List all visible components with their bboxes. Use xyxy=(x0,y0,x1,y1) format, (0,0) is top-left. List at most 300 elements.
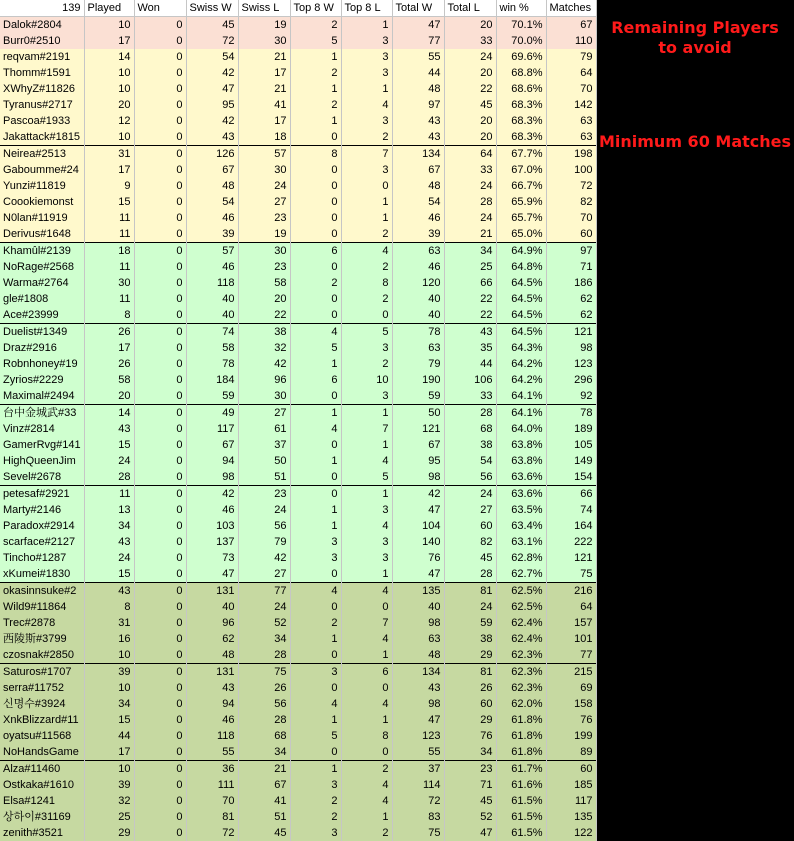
stat-cell[interactable]: 26 xyxy=(444,680,496,696)
stat-cell[interactable]: 7 xyxy=(341,146,392,163)
stat-cell[interactable]: 1 xyxy=(341,81,392,97)
col-header-name[interactable]: 139 xyxy=(0,0,84,17)
stat-cell[interactable]: 78 xyxy=(186,356,238,372)
stat-cell[interactable]: 26 xyxy=(238,680,290,696)
stat-cell[interactable]: 81 xyxy=(186,809,238,825)
stat-cell[interactable]: 17 xyxy=(84,744,134,761)
stat-cell[interactable]: 0 xyxy=(290,566,341,583)
stat-cell[interactable]: 62.3% xyxy=(496,680,546,696)
stat-cell[interactable]: 1 xyxy=(290,502,341,518)
stat-cell[interactable]: 42 xyxy=(392,486,444,503)
stat-cell[interactable]: 0 xyxy=(134,356,186,372)
stat-cell[interactable]: 24 xyxy=(238,599,290,615)
stat-cell[interactable]: 63.5% xyxy=(496,502,546,518)
stat-cell[interactable]: 0 xyxy=(134,615,186,631)
stat-cell[interactable]: 23 xyxy=(238,259,290,275)
stat-cell[interactable]: 0 xyxy=(134,65,186,81)
stat-cell[interactable]: 64.3% xyxy=(496,340,546,356)
col-header-played[interactable]: Played xyxy=(84,0,134,17)
stat-cell[interactable]: 71 xyxy=(444,777,496,793)
stat-cell[interactable]: 0 xyxy=(134,17,186,34)
stat-cell[interactable]: 61.5% xyxy=(496,809,546,825)
stat-cell[interactable]: 62.8% xyxy=(496,550,546,566)
stat-cell[interactable]: 82 xyxy=(546,194,596,210)
stat-cell[interactable]: 14 xyxy=(84,405,134,422)
stat-cell[interactable]: 0 xyxy=(134,712,186,728)
stat-cell[interactable]: 0 xyxy=(341,599,392,615)
stat-cell[interactable]: 15 xyxy=(84,712,134,728)
stat-cell[interactable]: 42 xyxy=(186,113,238,129)
stat-cell[interactable]: 79 xyxy=(546,49,596,65)
player-name-cell[interactable]: NoHandsGame xyxy=(0,744,84,761)
stat-cell[interactable]: 26 xyxy=(84,356,134,372)
stat-cell[interactable]: 67 xyxy=(186,437,238,453)
stat-cell[interactable]: 0 xyxy=(341,178,392,194)
stat-cell[interactable]: 3 xyxy=(341,534,392,550)
stat-cell[interactable]: 63 xyxy=(546,129,596,146)
stat-cell[interactable]: 0 xyxy=(134,680,186,696)
stat-cell[interactable]: 67 xyxy=(392,437,444,453)
stat-cell[interactable]: 3 xyxy=(341,49,392,65)
stat-cell[interactable]: 68.6% xyxy=(496,81,546,97)
stat-cell[interactable]: 10 xyxy=(84,17,134,34)
stat-cell[interactable]: 0 xyxy=(134,372,186,388)
stat-cell[interactable]: 121 xyxy=(546,550,596,566)
stat-cell[interactable]: 11 xyxy=(84,486,134,503)
stat-cell[interactable]: 64.2% xyxy=(496,356,546,372)
player-name-cell[interactable]: NoRage#2568 xyxy=(0,259,84,275)
stat-cell[interactable]: 32 xyxy=(238,340,290,356)
stat-cell[interactable]: 118 xyxy=(186,728,238,744)
stat-cell[interactable]: 54 xyxy=(444,453,496,469)
stat-cell[interactable]: 47 xyxy=(186,81,238,97)
stat-cell[interactable]: 105 xyxy=(546,437,596,453)
stat-cell[interactable]: 27 xyxy=(238,405,290,422)
stat-cell[interactable]: 0 xyxy=(134,178,186,194)
stat-cell[interactable]: 67.7% xyxy=(496,146,546,163)
player-name-cell[interactable]: 상하이#31169 xyxy=(0,809,84,825)
stat-cell[interactable]: 2 xyxy=(290,17,341,34)
stat-cell[interactable]: 0 xyxy=(134,761,186,778)
stat-cell[interactable]: 67 xyxy=(546,17,596,34)
stat-cell[interactable]: 0 xyxy=(134,664,186,681)
stat-cell[interactable]: 70 xyxy=(546,81,596,97)
stat-cell[interactable]: 62 xyxy=(186,631,238,647)
stat-cell[interactable]: 8 xyxy=(341,275,392,291)
player-name-cell[interactable]: Yunzi#11819 xyxy=(0,178,84,194)
stat-cell[interactable]: 0 xyxy=(134,129,186,146)
stat-cell[interactable]: 48 xyxy=(392,178,444,194)
stat-cell[interactable]: 21 xyxy=(238,49,290,65)
stat-cell[interactable]: 40 xyxy=(186,599,238,615)
stat-cell[interactable]: 296 xyxy=(546,372,596,388)
stat-cell[interactable]: 32 xyxy=(84,793,134,809)
stat-cell[interactable]: 0 xyxy=(134,194,186,210)
stat-cell[interactable]: 3 xyxy=(290,550,341,566)
stat-cell[interactable]: 10 xyxy=(84,65,134,81)
stat-cell[interactable]: 186 xyxy=(546,275,596,291)
stat-cell[interactable]: 68 xyxy=(238,728,290,744)
stat-cell[interactable]: 81 xyxy=(444,583,496,600)
stat-cell[interactable]: 0 xyxy=(290,307,341,324)
stat-cell[interactable]: 0 xyxy=(134,97,186,113)
stat-cell[interactable]: 28 xyxy=(238,647,290,664)
stat-cell[interactable]: 38 xyxy=(238,324,290,341)
col-header-top8-l[interactable]: Top 8 L xyxy=(341,0,392,17)
player-name-cell[interactable]: Marty#2146 xyxy=(0,502,84,518)
stat-cell[interactable]: 28 xyxy=(444,566,496,583)
player-name-cell[interactable]: Tincho#1287 xyxy=(0,550,84,566)
stat-cell[interactable]: 131 xyxy=(186,583,238,600)
stat-cell[interactable]: 20 xyxy=(84,97,134,113)
stat-cell[interactable]: 33 xyxy=(444,388,496,405)
stat-cell[interactable]: 43 xyxy=(392,680,444,696)
stat-cell[interactable]: 34 xyxy=(238,744,290,761)
stat-cell[interactable]: 122 xyxy=(546,825,596,841)
stat-cell[interactable]: 39 xyxy=(84,777,134,793)
stat-cell[interactable]: 22 xyxy=(238,307,290,324)
stat-cell[interactable]: 40 xyxy=(392,307,444,324)
stat-cell[interactable]: 37 xyxy=(238,437,290,453)
stat-cell[interactable]: 4 xyxy=(290,696,341,712)
stat-cell[interactable]: 27 xyxy=(444,502,496,518)
stat-cell[interactable]: 0 xyxy=(134,518,186,534)
stat-cell[interactable]: 0 xyxy=(134,825,186,841)
player-name-cell[interactable]: Draz#2916 xyxy=(0,340,84,356)
stat-cell[interactable]: 7 xyxy=(341,615,392,631)
stat-cell[interactable]: 0 xyxy=(134,210,186,226)
stat-cell[interactable]: 60 xyxy=(444,518,496,534)
stat-cell[interactable]: 3 xyxy=(341,113,392,129)
stat-cell[interactable]: 1 xyxy=(290,712,341,728)
stat-cell[interactable]: 47 xyxy=(392,566,444,583)
stat-cell[interactable]: 2 xyxy=(290,97,341,113)
stat-cell[interactable]: 8 xyxy=(84,599,134,615)
stat-cell[interactable]: 0 xyxy=(134,324,186,341)
stat-cell[interactable]: 1 xyxy=(341,405,392,422)
stat-cell[interactable]: 0 xyxy=(290,210,341,226)
stat-cell[interactable]: 68.8% xyxy=(496,65,546,81)
stat-cell[interactable]: 28 xyxy=(238,712,290,728)
stat-cell[interactable]: 24 xyxy=(444,599,496,615)
stat-cell[interactable]: 58 xyxy=(84,372,134,388)
stat-cell[interactable]: 10 xyxy=(84,680,134,696)
stat-cell[interactable]: 70 xyxy=(186,793,238,809)
stat-cell[interactable]: 15 xyxy=(84,437,134,453)
player-name-cell[interactable]: Derivus#1648 xyxy=(0,226,84,243)
stat-cell[interactable]: 24 xyxy=(444,210,496,226)
stat-cell[interactable]: 60 xyxy=(546,226,596,243)
stat-cell[interactable]: 0 xyxy=(134,809,186,825)
stat-cell[interactable]: 97 xyxy=(546,243,596,260)
stat-cell[interactable]: 37 xyxy=(392,761,444,778)
stat-cell[interactable]: 43 xyxy=(84,534,134,550)
stat-cell[interactable]: 43 xyxy=(186,129,238,146)
stat-cell[interactable]: 0 xyxy=(290,599,341,615)
stat-cell[interactable]: 82 xyxy=(444,534,496,550)
stat-cell[interactable]: 0 xyxy=(134,647,186,664)
stat-cell[interactable]: 39 xyxy=(84,664,134,681)
player-name-cell[interactable]: gle#1808 xyxy=(0,291,84,307)
stat-cell[interactable]: 4 xyxy=(341,243,392,260)
stat-cell[interactable]: 59 xyxy=(444,615,496,631)
stat-cell[interactable]: 24 xyxy=(238,502,290,518)
stat-cell[interactable]: 75 xyxy=(392,825,444,841)
stat-cell[interactable]: 0 xyxy=(134,534,186,550)
stat-cell[interactable]: 13 xyxy=(84,502,134,518)
stat-cell[interactable]: 58 xyxy=(186,340,238,356)
stat-cell[interactable]: 69.6% xyxy=(496,49,546,65)
stat-cell[interactable]: 164 xyxy=(546,518,596,534)
stat-cell[interactable]: 0 xyxy=(341,744,392,761)
player-name-cell[interactable]: Pascoa#1933 xyxy=(0,113,84,129)
stat-cell[interactable]: 4 xyxy=(341,793,392,809)
stat-cell[interactable]: 67 xyxy=(392,162,444,178)
player-name-cell[interactable]: Zyrios#2229 xyxy=(0,372,84,388)
stat-cell[interactable]: 54 xyxy=(186,49,238,65)
stat-cell[interactable]: 24 xyxy=(444,486,496,503)
player-name-cell[interactable]: GamerRvg#141 xyxy=(0,437,84,453)
stat-cell[interactable]: 2 xyxy=(290,65,341,81)
stat-cell[interactable]: 63.6% xyxy=(496,469,546,486)
stat-cell[interactable]: 79 xyxy=(238,534,290,550)
stat-cell[interactable]: 20 xyxy=(444,113,496,129)
stat-cell[interactable]: 31 xyxy=(84,146,134,163)
stat-cell[interactable]: 8 xyxy=(341,728,392,744)
stat-cell[interactable]: 0 xyxy=(290,486,341,503)
stat-cell[interactable]: 33 xyxy=(444,33,496,49)
stat-cell[interactable]: 55 xyxy=(392,744,444,761)
stat-cell[interactable]: 50 xyxy=(238,453,290,469)
stat-cell[interactable]: 2 xyxy=(290,809,341,825)
stat-cell[interactable]: 58 xyxy=(238,275,290,291)
player-name-cell[interactable]: Paradox#2914 xyxy=(0,518,84,534)
stat-cell[interactable]: 0 xyxy=(134,259,186,275)
stat-cell[interactable]: 126 xyxy=(186,146,238,163)
stat-cell[interactable]: 59 xyxy=(186,388,238,405)
stat-cell[interactable]: 20 xyxy=(444,17,496,34)
stat-cell[interactable]: 67.0% xyxy=(496,162,546,178)
stat-cell[interactable]: 45 xyxy=(444,97,496,113)
stat-cell[interactable]: 0 xyxy=(290,647,341,664)
stat-cell[interactable]: 62 xyxy=(546,291,596,307)
stat-cell[interactable]: 110 xyxy=(546,33,596,49)
stat-cell[interactable]: 16 xyxy=(84,631,134,647)
player-name-cell[interactable]: Saturos#1707 xyxy=(0,664,84,681)
player-name-cell[interactable]: petesaf#2921 xyxy=(0,486,84,503)
stat-cell[interactable]: 7 xyxy=(341,421,392,437)
stat-cell[interactable]: 3 xyxy=(290,777,341,793)
stat-cell[interactable]: 6 xyxy=(290,372,341,388)
stat-cell[interactable]: 2 xyxy=(341,356,392,372)
stat-cell[interactable]: 25 xyxy=(84,809,134,825)
stat-cell[interactable]: 34 xyxy=(444,243,496,260)
stat-cell[interactable]: 23 xyxy=(238,486,290,503)
stat-cell[interactable]: 5 xyxy=(341,324,392,341)
stat-cell[interactable]: 51 xyxy=(238,469,290,486)
stat-cell[interactable]: 24 xyxy=(84,453,134,469)
player-name-cell[interactable]: Ostkaka#1610 xyxy=(0,777,84,793)
stat-cell[interactable]: 95 xyxy=(392,453,444,469)
stat-cell[interactable]: 15 xyxy=(84,566,134,583)
stat-cell[interactable]: 63.1% xyxy=(496,534,546,550)
stat-cell[interactable]: 64 xyxy=(546,599,596,615)
stat-cell[interactable]: 5 xyxy=(341,469,392,486)
stat-cell[interactable]: 2 xyxy=(341,259,392,275)
stat-cell[interactable]: 48 xyxy=(392,647,444,664)
stat-cell[interactable]: 1 xyxy=(341,647,392,664)
stat-cell[interactable]: 1 xyxy=(341,486,392,503)
stat-cell[interactable]: 215 xyxy=(546,664,596,681)
stat-cell[interactable]: 199 xyxy=(546,728,596,744)
stat-cell[interactable]: 21 xyxy=(238,81,290,97)
stat-cell[interactable]: 77 xyxy=(238,583,290,600)
stat-cell[interactable]: 198 xyxy=(546,146,596,163)
stat-cell[interactable]: 67 xyxy=(238,777,290,793)
stat-cell[interactable]: 123 xyxy=(546,356,596,372)
stat-cell[interactable]: 44 xyxy=(444,356,496,372)
stat-cell[interactable]: 28 xyxy=(444,405,496,422)
stat-cell[interactable]: 0 xyxy=(290,388,341,405)
stat-cell[interactable]: 0 xyxy=(341,680,392,696)
stat-cell[interactable]: 48 xyxy=(392,81,444,97)
stat-cell[interactable]: 39 xyxy=(186,226,238,243)
stat-cell[interactable]: 1 xyxy=(341,566,392,583)
stat-cell[interactable]: 20 xyxy=(238,291,290,307)
stat-cell[interactable]: 64.0% xyxy=(496,421,546,437)
stat-cell[interactable]: 64.1% xyxy=(496,388,546,405)
stat-cell[interactable]: 2 xyxy=(341,825,392,841)
player-name-cell[interactable]: Coookiemonst xyxy=(0,194,84,210)
stat-cell[interactable]: 0 xyxy=(134,550,186,566)
stat-cell[interactable]: 0 xyxy=(134,744,186,761)
player-name-cell[interactable]: Thomm#1591 xyxy=(0,65,84,81)
stat-cell[interactable]: 3 xyxy=(341,502,392,518)
player-name-cell[interactable]: Gaboumme#24 xyxy=(0,162,84,178)
stat-cell[interactable]: 158 xyxy=(546,696,596,712)
stat-cell[interactable]: 0 xyxy=(134,113,186,129)
stat-cell[interactable]: 20 xyxy=(444,129,496,146)
stat-cell[interactable]: 123 xyxy=(392,728,444,744)
stat-cell[interactable]: 34 xyxy=(84,518,134,534)
stat-cell[interactable]: 30 xyxy=(84,275,134,291)
stat-cell[interactable]: 28 xyxy=(84,469,134,486)
player-name-cell[interactable]: okasinnsuke#2 xyxy=(0,583,84,600)
stat-cell[interactable]: 100 xyxy=(546,162,596,178)
stat-cell[interactable]: 0 xyxy=(134,162,186,178)
stat-cell[interactable]: 4 xyxy=(290,421,341,437)
stat-cell[interactable]: 0 xyxy=(134,33,186,49)
stat-cell[interactable]: 1 xyxy=(290,518,341,534)
stat-cell[interactable]: 11 xyxy=(84,259,134,275)
stat-cell[interactable]: 120 xyxy=(392,275,444,291)
stat-cell[interactable]: 118 xyxy=(186,275,238,291)
stat-cell[interactable]: 0 xyxy=(134,728,186,744)
stat-cell[interactable]: 0 xyxy=(134,486,186,503)
stat-cell[interactable]: 1 xyxy=(341,17,392,34)
stat-cell[interactable]: 44 xyxy=(392,65,444,81)
stat-cell[interactable]: 1 xyxy=(290,113,341,129)
stat-cell[interactable]: 142 xyxy=(546,97,596,113)
stat-cell[interactable]: 24 xyxy=(444,178,496,194)
stat-cell[interactable]: 62.4% xyxy=(496,615,546,631)
stat-cell[interactable]: 68.3% xyxy=(496,129,546,146)
player-name-cell[interactable]: 西陵斯#3799 xyxy=(0,631,84,647)
stat-cell[interactable]: 3 xyxy=(341,550,392,566)
stat-cell[interactable]: 154 xyxy=(546,469,596,486)
stat-cell[interactable]: 3 xyxy=(341,162,392,178)
stat-cell[interactable]: 3 xyxy=(290,664,341,681)
stat-cell[interactable]: 1 xyxy=(341,712,392,728)
player-name-cell[interactable]: czosnak#2850 xyxy=(0,647,84,664)
stat-cell[interactable]: 34 xyxy=(444,744,496,761)
stat-cell[interactable]: 149 xyxy=(546,453,596,469)
stat-cell[interactable]: 57 xyxy=(186,243,238,260)
stat-cell[interactable]: 114 xyxy=(392,777,444,793)
stat-cell[interactable]: 61.7% xyxy=(496,761,546,778)
player-name-cell[interactable]: oyatsu#11568 xyxy=(0,728,84,744)
stat-cell[interactable]: 10 xyxy=(341,372,392,388)
stat-cell[interactable]: 62.7% xyxy=(496,566,546,583)
stat-cell[interactable]: 62.3% xyxy=(496,664,546,681)
stat-cell[interactable]: 67 xyxy=(186,162,238,178)
stat-cell[interactable]: 19 xyxy=(238,17,290,34)
stat-cell[interactable]: 8 xyxy=(290,146,341,163)
stat-cell[interactable]: 38 xyxy=(444,631,496,647)
stat-cell[interactable]: 1 xyxy=(341,210,392,226)
stat-cell[interactable]: 23 xyxy=(444,761,496,778)
stat-cell[interactable]: 64.8% xyxy=(496,259,546,275)
stat-cell[interactable]: 61.8% xyxy=(496,728,546,744)
stat-cell[interactable]: 0 xyxy=(134,777,186,793)
stat-cell[interactable]: 64.1% xyxy=(496,405,546,422)
stat-cell[interactable]: 39 xyxy=(392,226,444,243)
stat-cell[interactable]: 43 xyxy=(392,129,444,146)
stat-cell[interactable]: 63.8% xyxy=(496,453,546,469)
stat-cell[interactable]: 222 xyxy=(546,534,596,550)
stat-cell[interactable]: 76 xyxy=(444,728,496,744)
stat-cell[interactable]: 29 xyxy=(444,712,496,728)
player-name-cell[interactable]: Trec#2878 xyxy=(0,615,84,631)
stat-cell[interactable]: 61.6% xyxy=(496,777,546,793)
stat-cell[interactable]: 0 xyxy=(134,275,186,291)
stat-cell[interactable]: 134 xyxy=(392,664,444,681)
stat-cell[interactable]: 1 xyxy=(341,194,392,210)
stat-cell[interactable]: 47 xyxy=(392,502,444,518)
stat-cell[interactable]: 69 xyxy=(546,680,596,696)
stat-cell[interactable]: 54 xyxy=(392,194,444,210)
stat-cell[interactable]: 97 xyxy=(392,97,444,113)
stat-cell[interactable]: 47 xyxy=(444,825,496,841)
stat-cell[interactable]: 64.2% xyxy=(496,372,546,388)
stat-cell[interactable]: 184 xyxy=(186,372,238,388)
stat-cell[interactable]: 72 xyxy=(392,793,444,809)
player-name-cell[interactable]: Vinz#2814 xyxy=(0,421,84,437)
stat-cell[interactable]: 98 xyxy=(392,469,444,486)
stat-cell[interactable]: 76 xyxy=(546,712,596,728)
col-header-total-l[interactable]: Total L xyxy=(444,0,496,17)
stat-cell[interactable]: 65.0% xyxy=(496,226,546,243)
stat-cell[interactable]: 61.8% xyxy=(496,712,546,728)
stat-cell[interactable]: 3 xyxy=(341,388,392,405)
stat-cell[interactable]: 62.0% xyxy=(496,696,546,712)
stat-cell[interactable]: 10 xyxy=(84,81,134,97)
stat-cell[interactable]: 59 xyxy=(392,388,444,405)
stat-cell[interactable]: 0 xyxy=(290,680,341,696)
stat-cell[interactable]: 11 xyxy=(84,226,134,243)
player-name-cell[interactable]: Warma#2764 xyxy=(0,275,84,291)
stat-cell[interactable]: 42 xyxy=(238,356,290,372)
